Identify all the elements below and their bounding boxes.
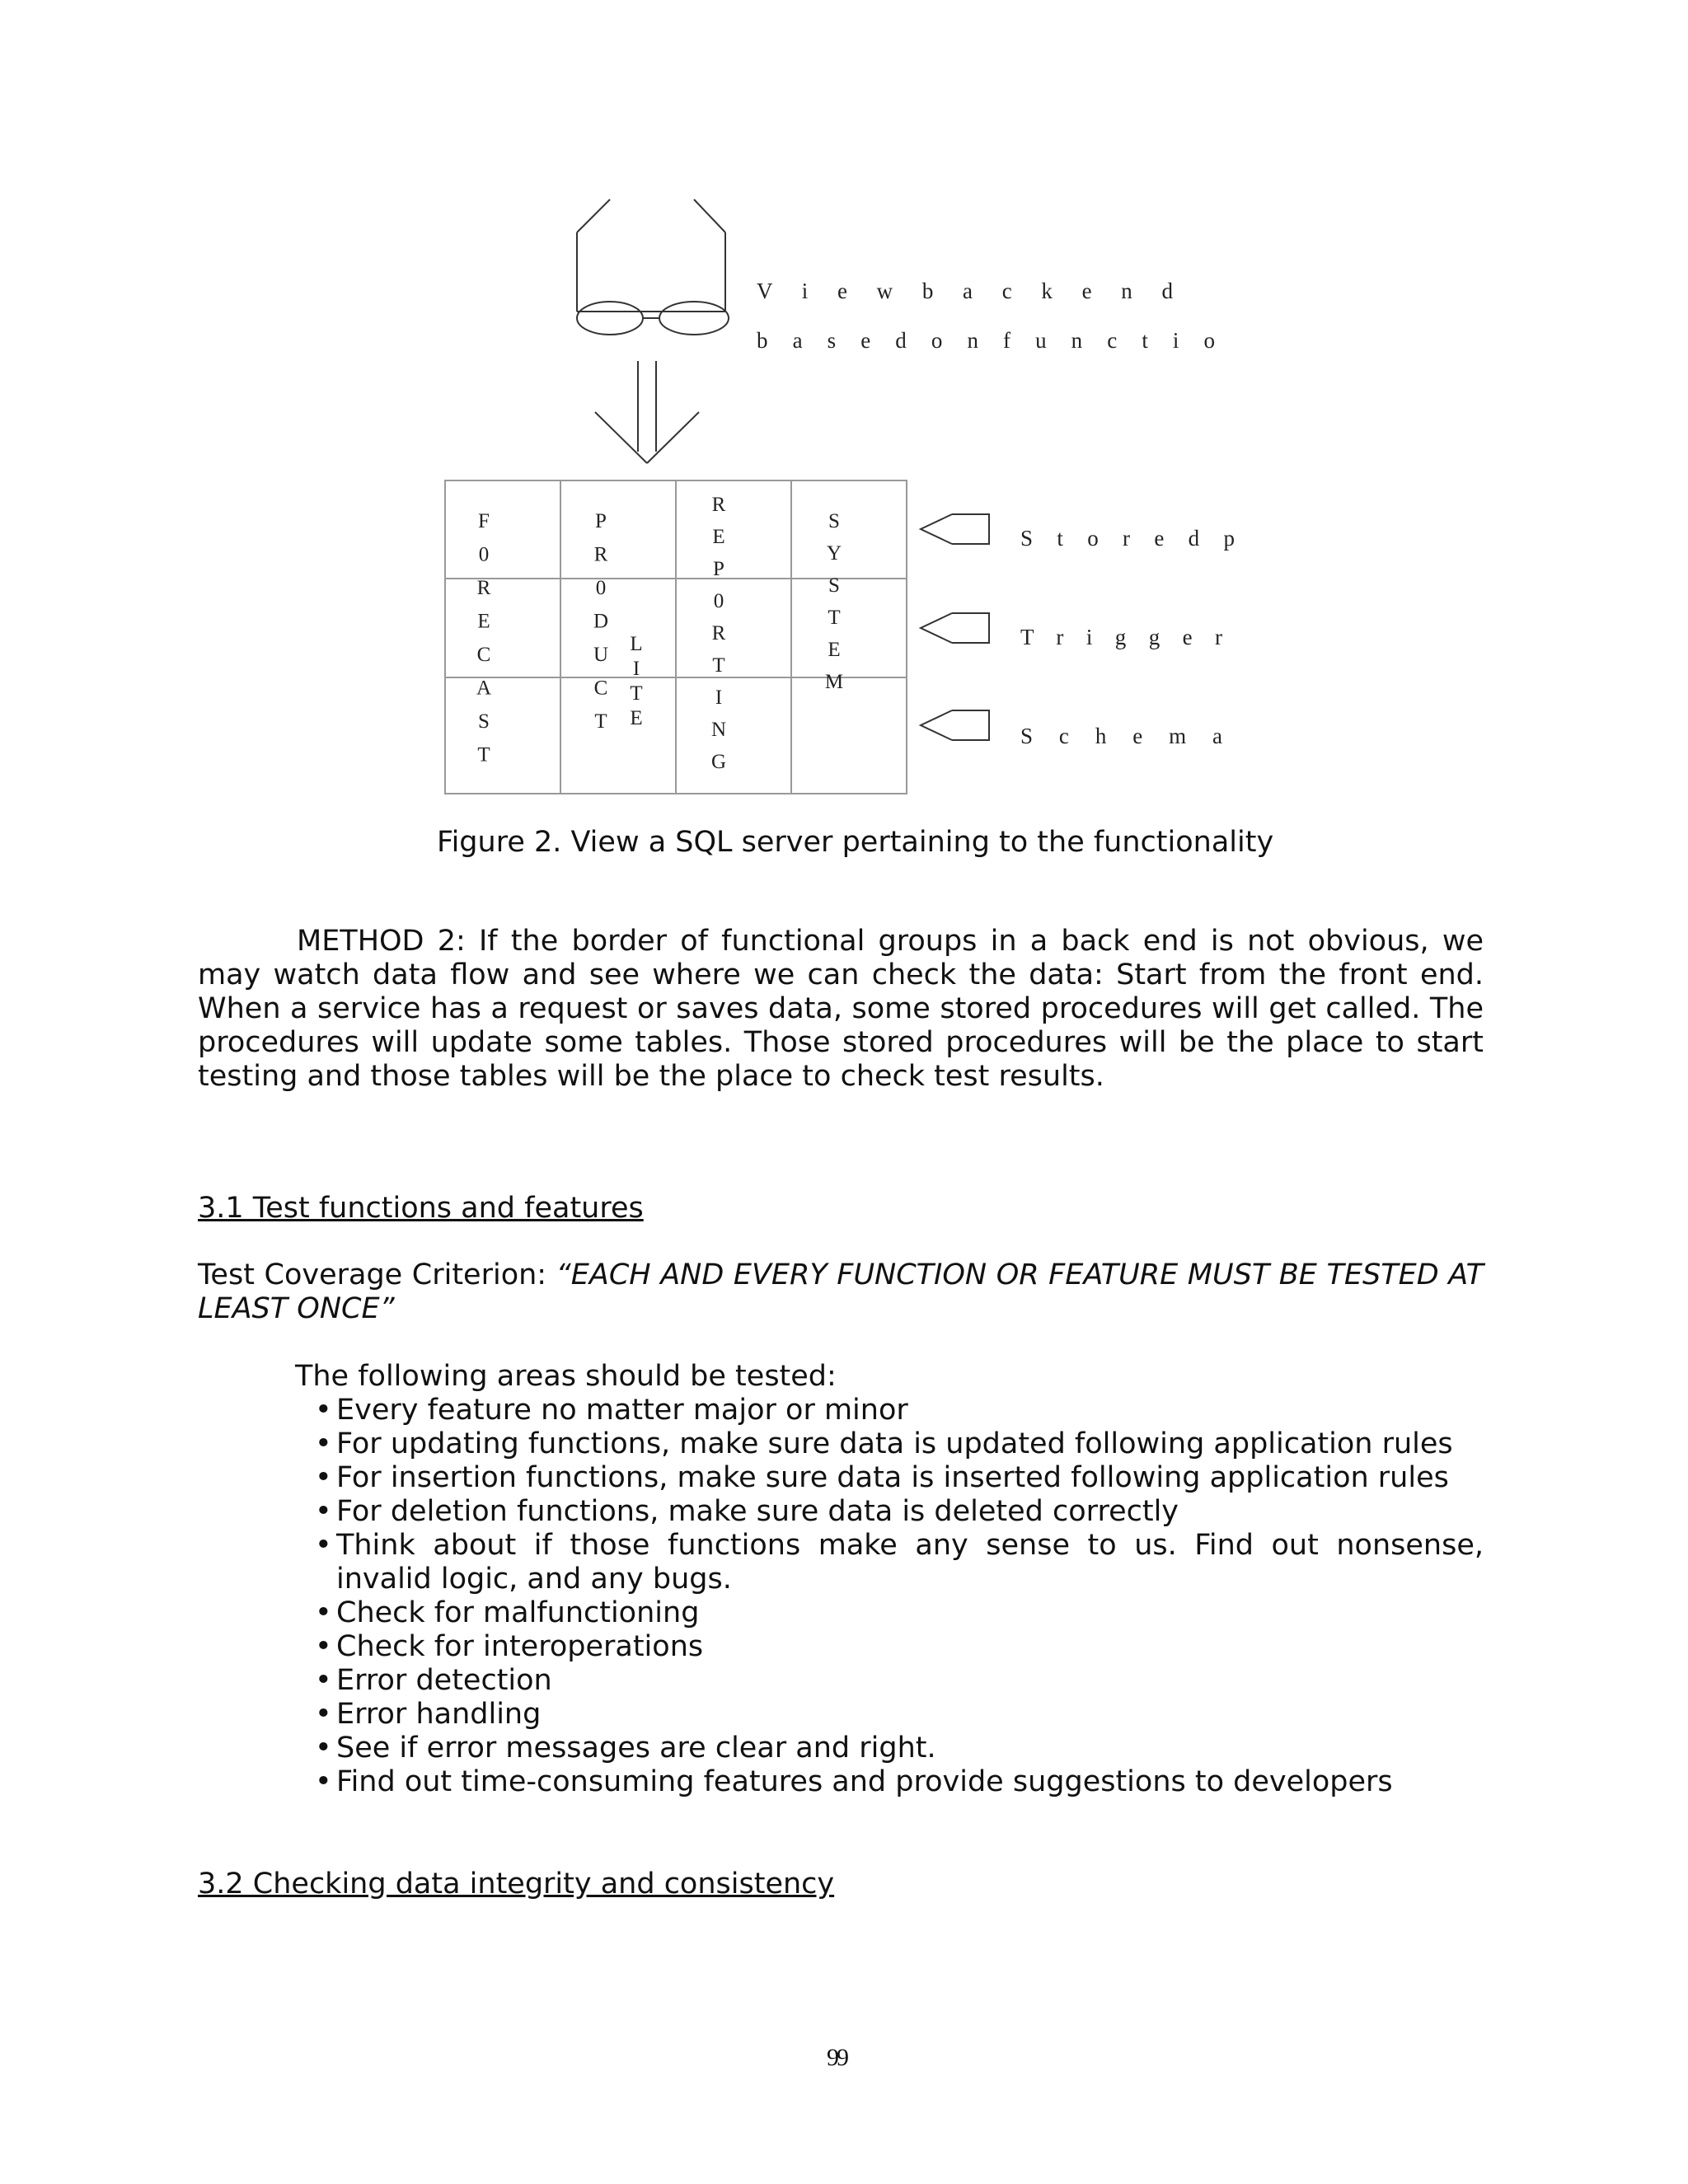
list-item: • For updating functions, make sure data is updated following application rules	[315, 1427, 1484, 1461]
left-arrow-icon	[921, 514, 989, 544]
layer-schema: S c h e m a	[1020, 724, 1222, 748]
coverage-label: Test Coverage Criterion:	[198, 1258, 556, 1291]
list-item: • Check for malfunctioning	[315, 1596, 1484, 1630]
section-heading-3-2: 3.2 Checking data integrity and consistency	[198, 1868, 835, 1900]
list-item: • Find out time-consuming features and provide suggestions to developers	[315, 1765, 1484, 1799]
areas-intro: The following areas should be tested:	[295, 1360, 837, 1393]
list-item: • Think about if those functions make any sense to us. Find out nonsense, invalid logic, and any bugs.	[315, 1529, 1484, 1596]
left-arrow-icon	[921, 710, 989, 740]
list-item: • For deletion functions, make sure data is deleted correctly	[315, 1495, 1484, 1529]
column-label-system: S Y S T E M	[824, 510, 844, 693]
method-paragraph	[198, 925, 1484, 1094]
list-item: • Error handling	[315, 1698, 1484, 1732]
layer-trigger: T r i g g e r	[1020, 625, 1222, 649]
test-areas-list	[315, 1394, 1484, 1799]
column-label-forecast: F 0 R E C A S T	[476, 510, 492, 766]
layer-stored-procedures: S t o r e d p	[1020, 526, 1235, 551]
section-heading-3-1: 3.1 Test functions and features	[198, 1192, 644, 1225]
page-number: 99	[827, 2044, 846, 2071]
glasses-icon	[577, 199, 729, 335]
left-arrow-icon	[921, 613, 989, 643]
list-item: • See if error messages are clear and right.	[315, 1732, 1484, 1765]
figure-caption: Figure 2. View a SQL server pertaining to the functionality	[437, 826, 1274, 859]
column-label-reporting: R E P 0 R T I N G	[710, 494, 727, 773]
view-label-line2: b a s e d o n f u n c t i o	[757, 328, 1215, 353]
list-item: • Error detection	[315, 1664, 1484, 1698]
column-labels	[476, 494, 843, 773]
list-item: • Every feature no matter major or minor	[315, 1394, 1484, 1427]
sql-server-view-diagram	[0, 0, 1688, 824]
column-label-product: P R 0 D U C T	[593, 510, 609, 733]
coverage-quote: “EACH AND EVERY FUNCTION OR FEATURE MUST BE TESTED AT LEAST ONCE”	[198, 1258, 1484, 1325]
column-label-lite: L I T E	[630, 633, 643, 729]
coverage-criterion	[198, 1258, 1484, 1326]
list-item: • Check for interoperations	[315, 1630, 1484, 1664]
method-text: METHOD 2: If the border of functional groups in a back end is not obvious, we may watch data flow and see where we can check the data: Start from the front end. When a service has a request or saves data, some stored procedures will get called. The procedures will update some tables. Those stored procedures will be the place to start testing and those tables will be the place to check test results.	[198, 925, 1484, 1093]
down-arrow-icon	[595, 361, 699, 463]
list-item: • For insertion functions, make sure data is inserted following application rules	[315, 1461, 1484, 1495]
view-label-line1: V i e w b a c k e n d	[757, 279, 1173, 303]
